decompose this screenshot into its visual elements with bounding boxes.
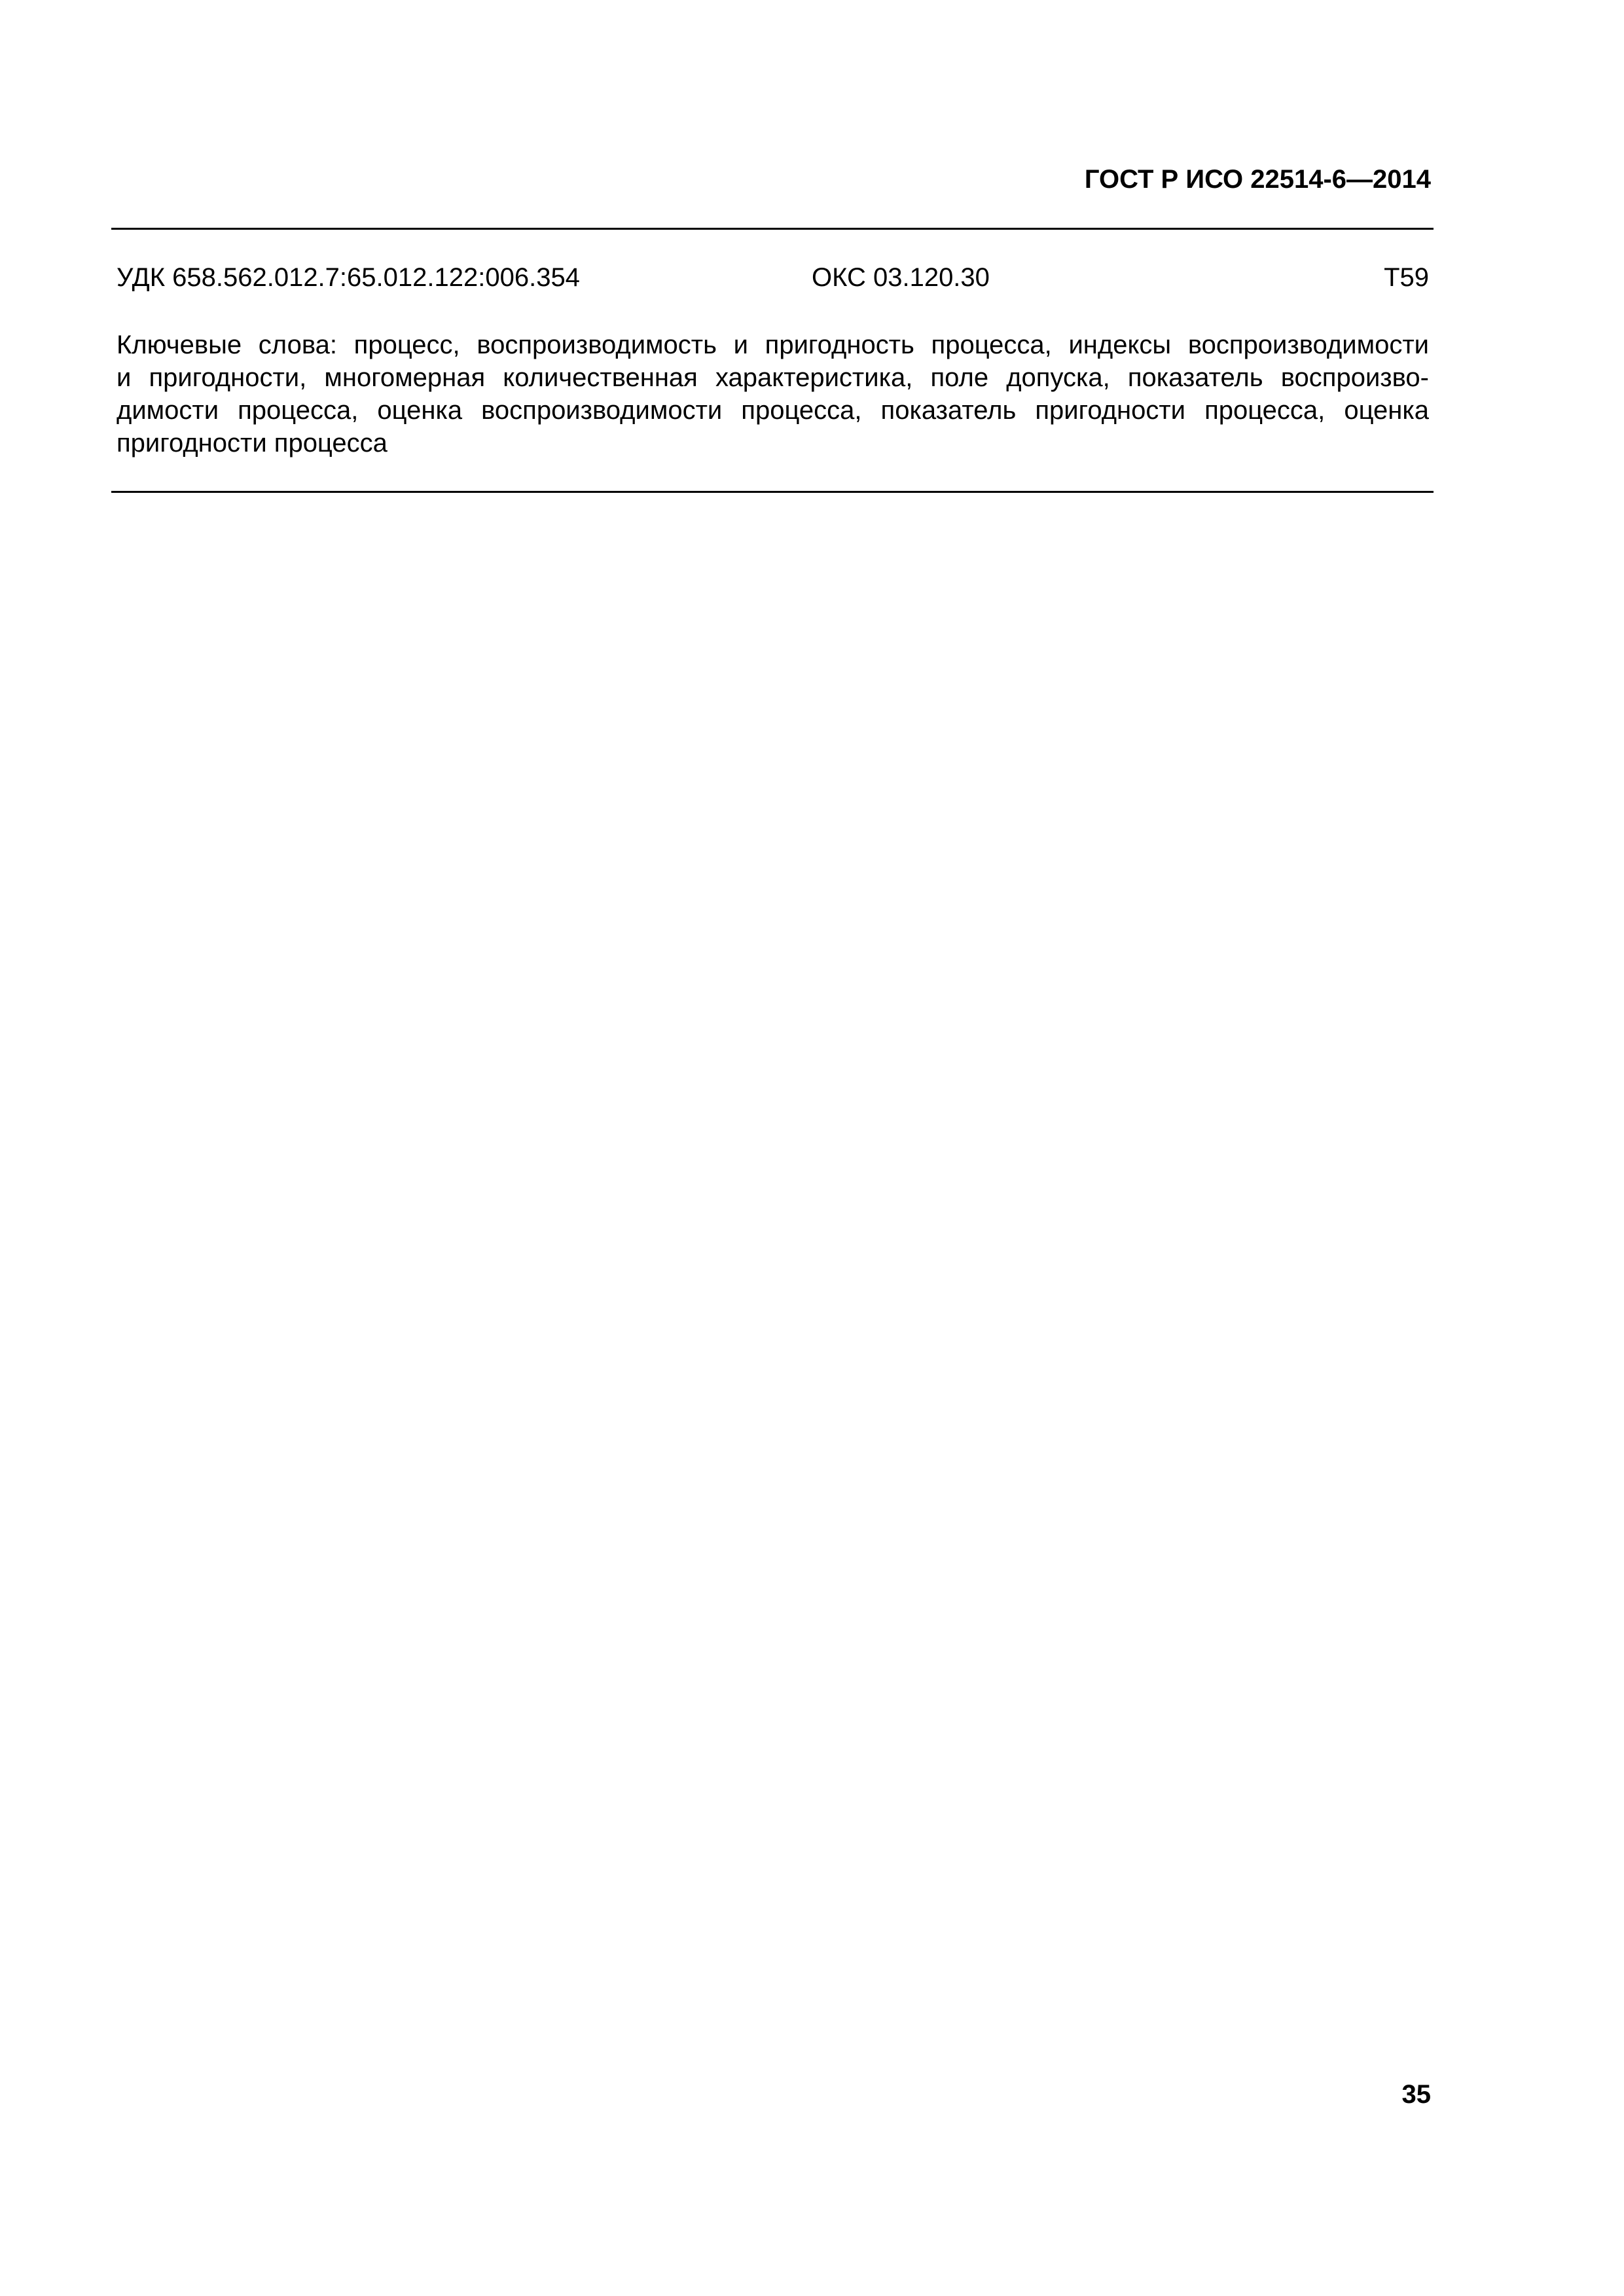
standard-code-header: ГОСТ Р ИСО 22514-6—2014: [1084, 165, 1431, 194]
oks-code: ОКС 03.120.30: [812, 263, 990, 292]
top-divider: [111, 228, 1434, 230]
keywords-line: и пригодности, многомерная количественная характеристика, поле допуска, показатель воспроизво-: [117, 363, 1429, 392]
page-number: 35: [1401, 2080, 1431, 2109]
keywords-line: пригодности процесса: [117, 429, 388, 457]
udc-code: УДК 658.562.012.7:65.012.122:006.354: [117, 263, 580, 292]
bottom-divider: [111, 491, 1434, 493]
okstu-code: Т59: [1384, 263, 1429, 292]
keywords-line: димости процесса, оценка воспроизводимости процесса, показатель пригодности процесса, оценка: [117, 396, 1429, 425]
keywords-paragraph: [117, 329, 1429, 459]
classification-row: [117, 263, 1429, 296]
keywords-line: Ключевые слова: процесс, воспроизводимость и пригодность процесса, индексы воспроизводимости: [117, 331, 1429, 359]
